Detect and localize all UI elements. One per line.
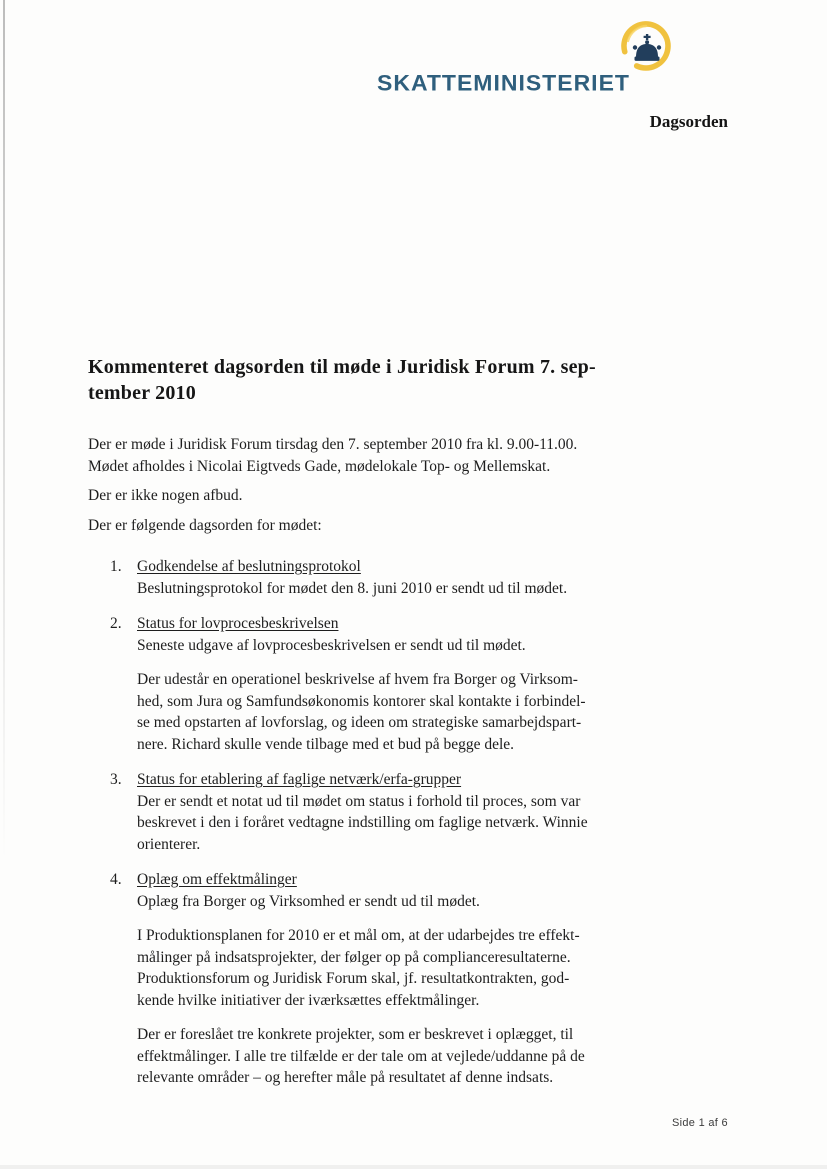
agenda-list — [88, 556, 756, 1089]
agenda-item-paragraph: Der udestår en operationel beskrivelse af hvem fra Borger og Virksom- hed, som Jura og Samfundsøkonomis kontorer skal kontakte i forbindel- se med opstarten af lovforslag, og ideen om strategiske samarbejdspart- nere. Richard skulle vende tilbage med et bud på begge dele. — [137, 671, 586, 753]
agenda-item-heading: Oplæg om effektmålinger — [137, 871, 297, 888]
ministry-wordmark: SKATTEMINISTERIET — [377, 70, 630, 96]
agenda-item-heading: Status for etablering af faglige netværk/erfa-grupper — [137, 771, 462, 788]
crown-icon — [633, 34, 661, 61]
scan-artifact-left-edge — [3, 0, 5, 860]
agenda-item-number: 1. — [110, 558, 122, 575]
agenda-item-heading: Godkendelse af beslutningsprotokol — [137, 558, 361, 575]
page-number-indicator: Side 1 af 6 — [672, 1117, 728, 1129]
agenda-item-number: 3. — [110, 771, 122, 788]
agenda-item-body — [137, 869, 756, 1089]
agenda-item-paragraph: Beslutningsprotokol for mødet den 8. juni 2010 er sendt ud til mødet. — [137, 579, 568, 597]
document-title: Kommenteret dagsorden til møde i Juridisk Forum 7. sep- tember 2010 — [88, 356, 596, 404]
agenda-item-1 — [88, 556, 756, 599]
agenda-item-4 — [88, 869, 756, 1089]
agenda-intro-paragraph: Der er følgende dagsorden for mødet: — [88, 516, 322, 534]
meeting-info-paragraph: Der er møde i Juridisk Forum tirsdag den 7. september 2010 fra kl. 9.00-11.00. Mødet afholdes i Nicolai Eigtveds Gade, mødelokale Top- og Mellemskat. — [88, 436, 578, 475]
absence-note-paragraph: Der er ikke nogen afbud. — [88, 487, 243, 504]
agenda-item-paragraph: Seneste udgave af lovprocesbeskrivelsen er sendt ud til mødet. — [137, 636, 526, 654]
agenda-item-paragraph: Der er foreslået tre konkrete projekter, som er beskrevet i oplægget, til effektmålinger. I alle tre tilfælde er der tale om at vejlede/uddanne på de relevante områder – og herefter måle på resultatet af denne indsats. — [137, 1026, 585, 1086]
scan-artifact-bottom-edge — [0, 1165, 827, 1169]
document-type-label: Dagsorden — [649, 112, 728, 131]
agenda-item-number: 4. — [110, 871, 122, 888]
agenda-item-paragraph: Oplæg fra Borger og Virksomhed er sendt ud til mødet. — [137, 892, 480, 910]
agenda-item-3 — [88, 769, 756, 855]
agenda-item-body — [137, 769, 756, 855]
agenda-item-body — [137, 613, 756, 755]
agenda-item-number: 2. — [110, 615, 122, 632]
agenda-item-body — [137, 556, 756, 599]
agenda-item-paragraph: I Produktionsplanen for 2010 er et mål om, at der udarbejdes tre effekt- målinger på indsatsprojekter, der følger op på complianceresultaterne. Produktionsforum og Juridisk Forum skal, jf. resultatkontrakten, god- kende hvilke initiativer der iværksættes effektmålinger. — [137, 927, 580, 1009]
agenda-item-heading: Status for lovprocesbeskrivelsen — [137, 615, 339, 632]
document-body — [88, 354, 756, 1103]
agenda-item-2 — [88, 613, 756, 755]
agenda-item-paragraph: Der er sendt et notat ud til mødet om status i forhold til proces, som var beskrevet i den i foråret vedtagne indstilling om faglige netværk. Winnie orienterer. — [137, 792, 588, 853]
